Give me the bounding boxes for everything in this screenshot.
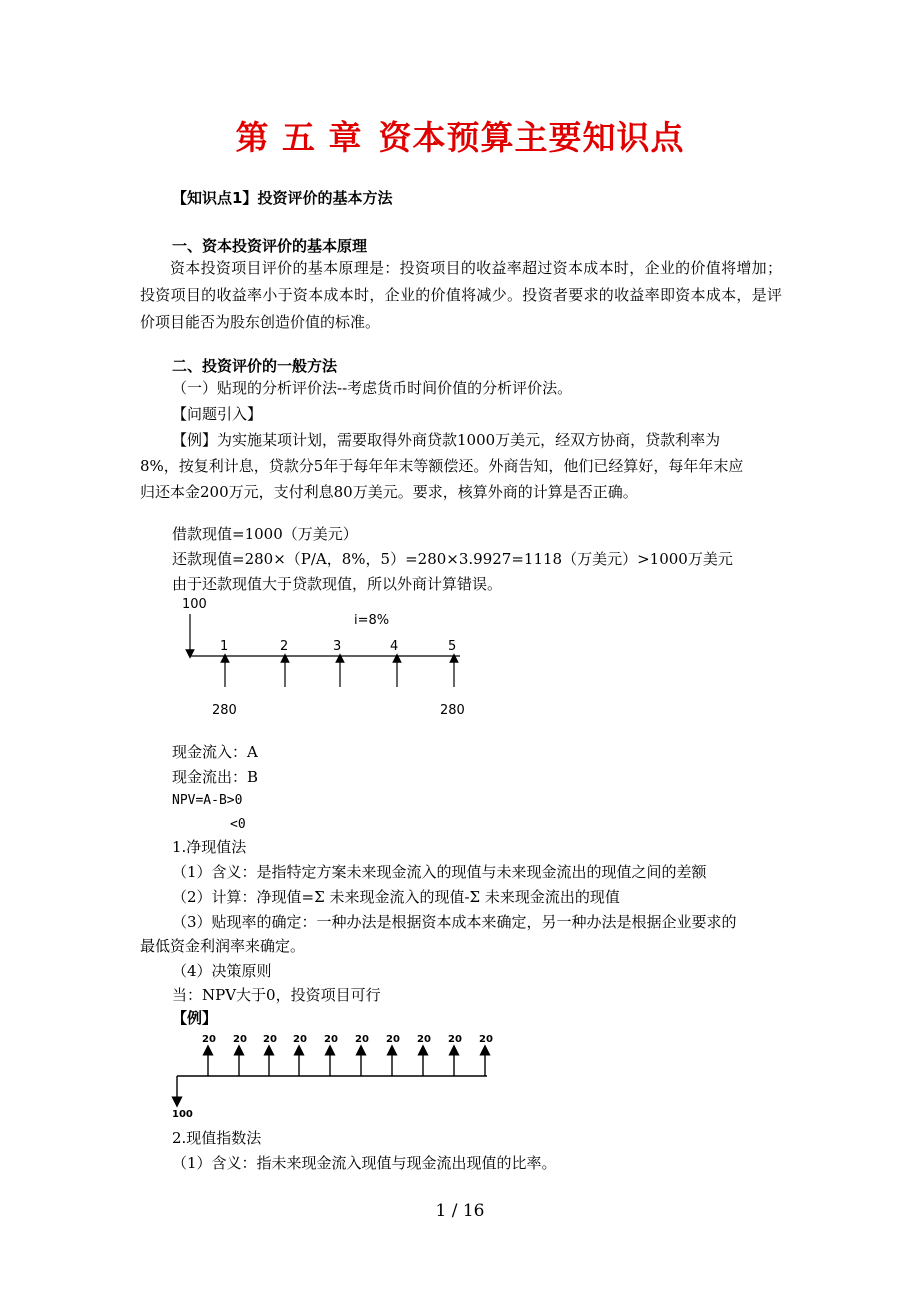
- discount-rate-line-1: （3）贴现率的确定：一种办法是根据资本成本来确定，另一种办法是根据企业要求的: [172, 913, 737, 931]
- npv-definition: （1）含义：是指特定方案未来现金流入的现值与未来现金流出的现值之间的差额: [172, 863, 707, 881]
- example-line-1: 【例】为实施某项计划，需要取得外商贷款1000万美元，经双方协商，贷款利率为: [172, 431, 721, 449]
- inflow-amount-label: 20: [417, 1034, 431, 1045]
- example-label: 【例】: [172, 1009, 218, 1027]
- problem-intro-label: 【问题引入】: [172, 405, 263, 423]
- outflow-label: 100: [182, 597, 207, 612]
- inflow-amount-label: 20: [386, 1034, 400, 1045]
- cash-flow-diagram-loan: [170, 592, 490, 722]
- repayment-present-value: 还款现值=280×（P/A，8%，5）=280×3.9927=1118（万美元）>1000万美元: [172, 550, 733, 568]
- period-label: 3: [333, 639, 342, 654]
- inflow-arrows: [208, 1050, 485, 1076]
- period-label: 1: [220, 639, 229, 654]
- period-label: 5: [448, 639, 457, 654]
- npv-method-heading: 1.净现值法: [172, 838, 247, 856]
- example-line-2: 8%，按复利计息，贷款分5年于每年年末等额偿还。外商告知，他们已经算好，每年年末应: [140, 457, 744, 475]
- inflow-amount-label: 20: [324, 1034, 338, 1045]
- loan-present-value: 借款现值=1000（万美元）: [172, 525, 358, 543]
- pi-definition: （1）含义：指未来现金流入现值与现金流出现值的比率。: [172, 1154, 557, 1172]
- npv-greater-note: NPV=A-B>0: [172, 793, 243, 808]
- inflow-amount-label: 20: [293, 1034, 307, 1045]
- cash-outflow-note: 现金流出：B: [172, 768, 259, 786]
- inflow-amount-label: 20: [233, 1034, 247, 1045]
- knowledge-point-heading: 【知识点1】投资评价的基本方法: [172, 189, 393, 207]
- chapter-number: 第 五 章: [235, 118, 363, 157]
- section2-heading: 二、投资评价的一般方法: [172, 357, 338, 375]
- discount-method-subheading: （一）贴现的分析评价法--考虑货币时间价值的分析评价法。: [172, 379, 573, 397]
- decision-rule-heading: （4）决策原则: [172, 962, 272, 980]
- cash-flow-diagram-annuity: [165, 1028, 505, 1123]
- period-label: 4: [390, 639, 399, 654]
- page-title: [0, 112, 920, 159]
- section1-heading: 一、资本投资评价的基本原理: [172, 237, 368, 255]
- inflow-amount-label: 20: [263, 1034, 277, 1045]
- decision-rule: 当：NPV大于0，投资项目可行: [172, 986, 381, 1004]
- inflow-amount-label: 280: [440, 703, 465, 718]
- inflow-amount-label: 20: [355, 1034, 369, 1045]
- page-number: 1 / 16: [435, 1201, 485, 1221]
- inflow-amount-label: 280: [212, 703, 237, 718]
- npv-less-note: <0: [230, 817, 246, 832]
- example-line-3: 归还本金200万元，支付利息80万美元。要求，核算外商的计算是否正确。: [140, 483, 638, 501]
- period-label: 2: [280, 639, 289, 654]
- inflow-amount-label: 20: [448, 1034, 462, 1045]
- inflow-amount-label: 20: [479, 1034, 493, 1045]
- rate-label: i=8%: [354, 613, 390, 628]
- inflow-amount-label: 20: [202, 1034, 216, 1045]
- outflow-label: 100: [172, 1109, 193, 1120]
- npv-calculation: （2）计算：净现值=Σ 未来现金流入的现值-Σ 未来现金流出的现值: [172, 888, 620, 906]
- section1-paragraph: 资本投资项目评价的基本原理是：投资项目的收益率超过资本成本时，企业的价值将增加；投资项目的收益率小于资本成本时，企业的价值将减少。投资者要求的收益率即资本成本，是评价项目能否为股东创造价值的标准。: [140, 259, 782, 331]
- chapter-title: 资本预算主要知识点: [378, 118, 685, 157]
- conclusion-line: 由于还款现值大于贷款现值，所以外商计算错误。: [172, 575, 503, 593]
- cash-inflow-note: 现金流入：A: [172, 743, 258, 761]
- pi-method-heading: 2.现值指数法: [172, 1129, 262, 1147]
- discount-rate-line-2: 最低资金利润率来确定。: [140, 937, 306, 955]
